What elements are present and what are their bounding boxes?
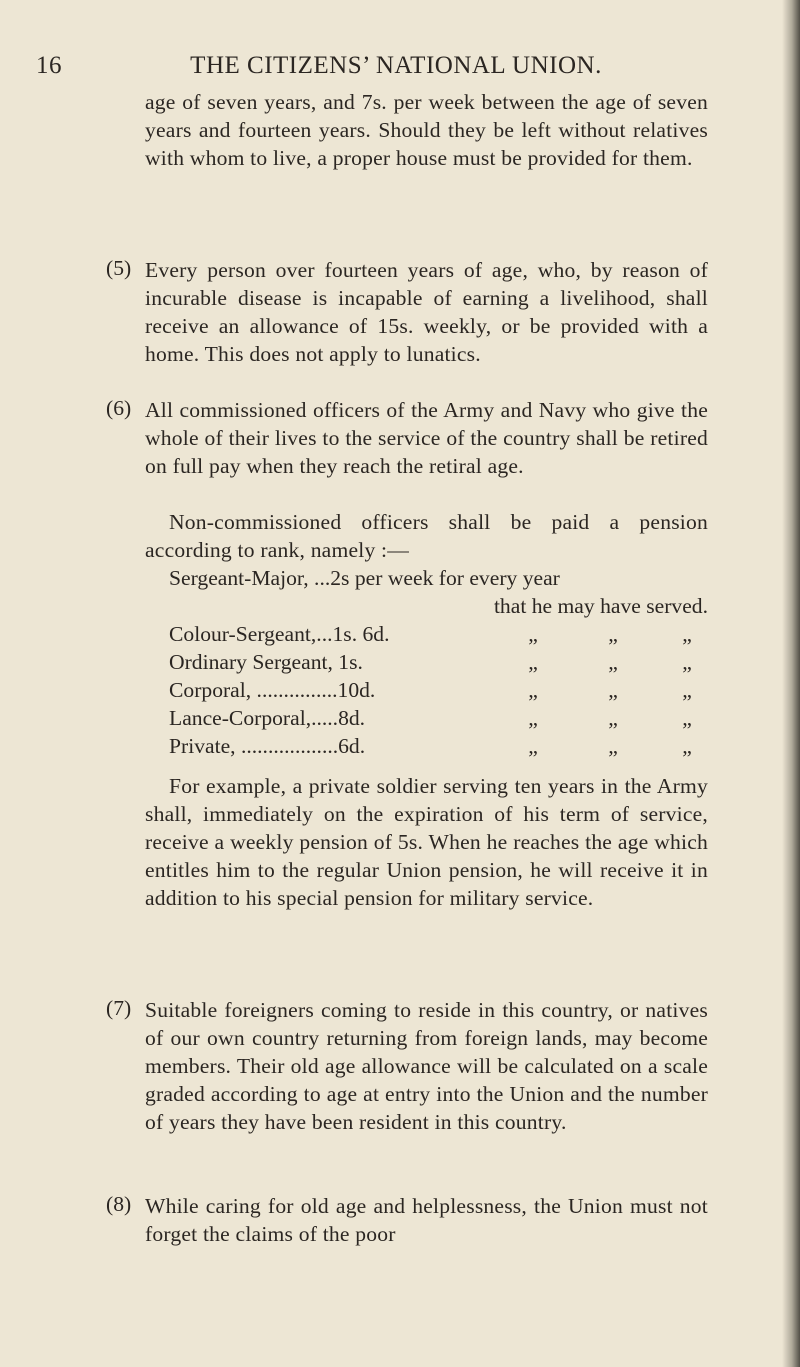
ditto-mark: „	[608, 734, 618, 758]
rank-label: Corporal, ...............10d.	[169, 678, 376, 702]
paragraph-7: Suitable foreigners coming to reside in this country, or natives of our own country returning from foreign lands, may become members. Their old age allowance will be calculated on a scale graded according to age at entry into the Union and the number of years they have been resident in this country.	[145, 998, 708, 1134]
running-head: THE CITIZENS’ NATIONAL UNION.	[190, 52, 602, 79]
rank-label: Lance-Corporal,.....8d.	[169, 706, 366, 730]
item-number-8: (8)	[106, 1192, 132, 1216]
page-edge-shadow	[782, 0, 800, 1367]
ditto-mark: „	[528, 734, 538, 758]
rank-label: Ordinary Sergeant, 1s.	[169, 650, 363, 674]
item-number-6: (6)	[106, 396, 132, 420]
rank-label: Colour-Sergeant,...1s. 6d.	[169, 622, 390, 646]
ditto-mark: „	[682, 678, 692, 702]
ditto-mark: „	[608, 706, 618, 730]
table-row	[145, 732, 708, 760]
table-row	[145, 592, 708, 620]
page-header	[36, 52, 756, 82]
table-row	[145, 564, 708, 592]
paragraph-5: Every person over fourteen years of age, who, by reason of incurable disease is incapable of earning a livelihood, shall receive an allowance of 15s. weekly, or be provided with a home. This does not apply to lunatics.	[145, 258, 708, 366]
table-row	[145, 620, 708, 648]
pension-table	[145, 564, 708, 760]
rank-sergeant-major-cont: that he may have served.	[493, 594, 708, 618]
ditto-mark: „	[682, 706, 692, 730]
table-row	[145, 676, 708, 704]
ditto-mark: „	[608, 678, 618, 702]
table-row	[145, 648, 708, 676]
paragraph-continued: age of seven years, and 7s. per week between the age of seven years and fourteen years. Should they be left without relatives with whom to live, a proper house must be provided for them.	[145, 90, 708, 170]
ditto-mark: „	[608, 650, 618, 674]
item-number-7: (7)	[106, 996, 132, 1020]
ditto-mark: „	[608, 622, 618, 646]
rank-label: Private, ..................6d.	[169, 734, 366, 758]
paragraph-6-noncommissioned: Non-commissioned officers shall be paid a pension according to rank, namely :—	[145, 510, 708, 562]
ditto-mark: „	[682, 650, 692, 674]
paragraph-8: While caring for old age and helplessness, the Union must not forget the claims of the poor	[145, 1194, 708, 1246]
item-number-5: (5)	[106, 256, 132, 280]
ditto-mark: „	[528, 650, 538, 674]
table-row	[145, 704, 708, 732]
ditto-mark: „	[682, 622, 692, 646]
page-number: 16	[36, 52, 62, 79]
paragraph-6-example: For example, a private soldier serving ten years in the Army shall, immediately on the expiration of his term of service, receive a weekly pension of 5s. When he reaches the age which entitles him to the regular Union pension, he will receive it in addition to his special pension for military service.	[145, 774, 708, 910]
paragraph-6: All commissioned officers of the Army and Navy who give the whole of their lives to the service of the country shall be retired on full pay when they reach the retiral age.	[145, 398, 708, 478]
ditto-mark: „	[682, 734, 692, 758]
ditto-mark: „	[528, 678, 538, 702]
rank-sergeant-major: Sergeant-Major, ...2s per week for every year	[169, 566, 560, 590]
ditto-mark: „	[528, 706, 538, 730]
ditto-mark: „	[528, 622, 538, 646]
